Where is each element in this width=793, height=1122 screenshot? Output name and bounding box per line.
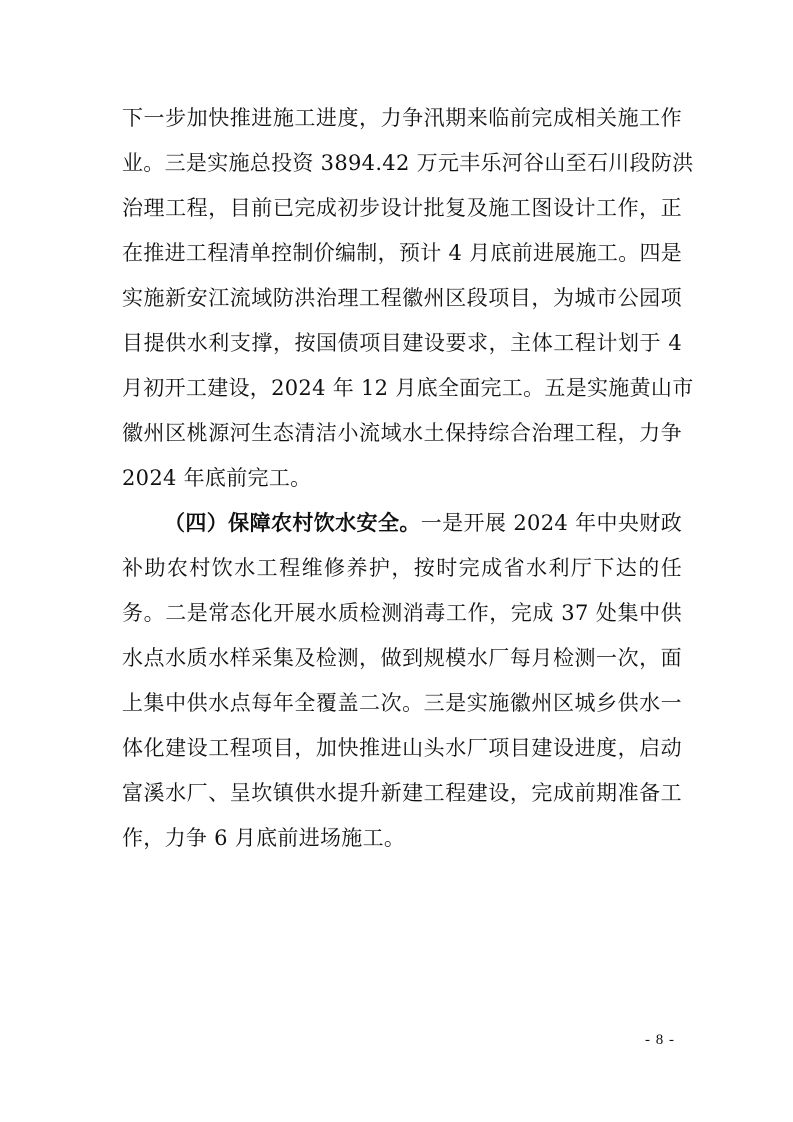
paragraph-line: 务。二是常态化开展水质检测消毒工作，完成 37 处集中供 xyxy=(122,601,682,625)
paragraph-line: 治理工程，目前已完成初步设计批复及施工图设计工作，正 xyxy=(122,196,682,220)
paragraph-line: 月初开工建设，2024 年 12 月底全面完工。五是实施黄山市 xyxy=(122,376,694,400)
page-number: - 8 - xyxy=(645,1032,675,1048)
paragraph-line: 富溪水厂、呈坎镇供水提升新建工程建设，完成前期准备工 xyxy=(122,781,682,805)
paragraph-line: 在推进工程清单控制价编制，预计 4 月底前进展施工。四是 xyxy=(122,241,683,265)
paragraph-line: 作，力争 6 月底前进场施工。 xyxy=(122,826,406,850)
section-heading-line xyxy=(164,505,682,541)
paragraph-line: 上集中供水点每年全覆盖二次。三是实施徽州区城乡供水一 xyxy=(122,691,682,715)
paragraph-line: 业。三是实施总投资 3894.42 万元丰乐河谷山至石川段防洪 xyxy=(122,151,694,175)
paragraph-line: 补助农村饮水工程维修养护，按时完成省水利厅下达的任 xyxy=(122,556,682,580)
paragraph-line: 目提供水利支撑，按国债项目建设要求，主体工程计划于 4 xyxy=(122,331,682,355)
heading-line-text: 一是开展 2024 年中央财政 xyxy=(420,511,682,535)
paragraph-line: 徽州区桃源河生态清洁小流域水土保持综合治理工程，力争 xyxy=(122,421,682,445)
paragraph-line: 2024 年底前完工。 xyxy=(122,466,312,490)
paragraph-line: 体化建设工程项目，加快推进山头水厂项目建设进度，启动 xyxy=(122,736,682,760)
paragraph-line: 实施新安江流域防洪治理工程徽州区段项目，为城市公园项 xyxy=(122,286,682,310)
paragraph-line: 水点水质水样采集及检测，做到规模水厂每月检测一次，面 xyxy=(122,646,682,670)
paragraph-line: 下一步加快推进施工进度，力争汛期来临前完成相关施工作 xyxy=(122,106,682,130)
section-heading: （四）保障农村饮水安全。 xyxy=(164,510,421,535)
